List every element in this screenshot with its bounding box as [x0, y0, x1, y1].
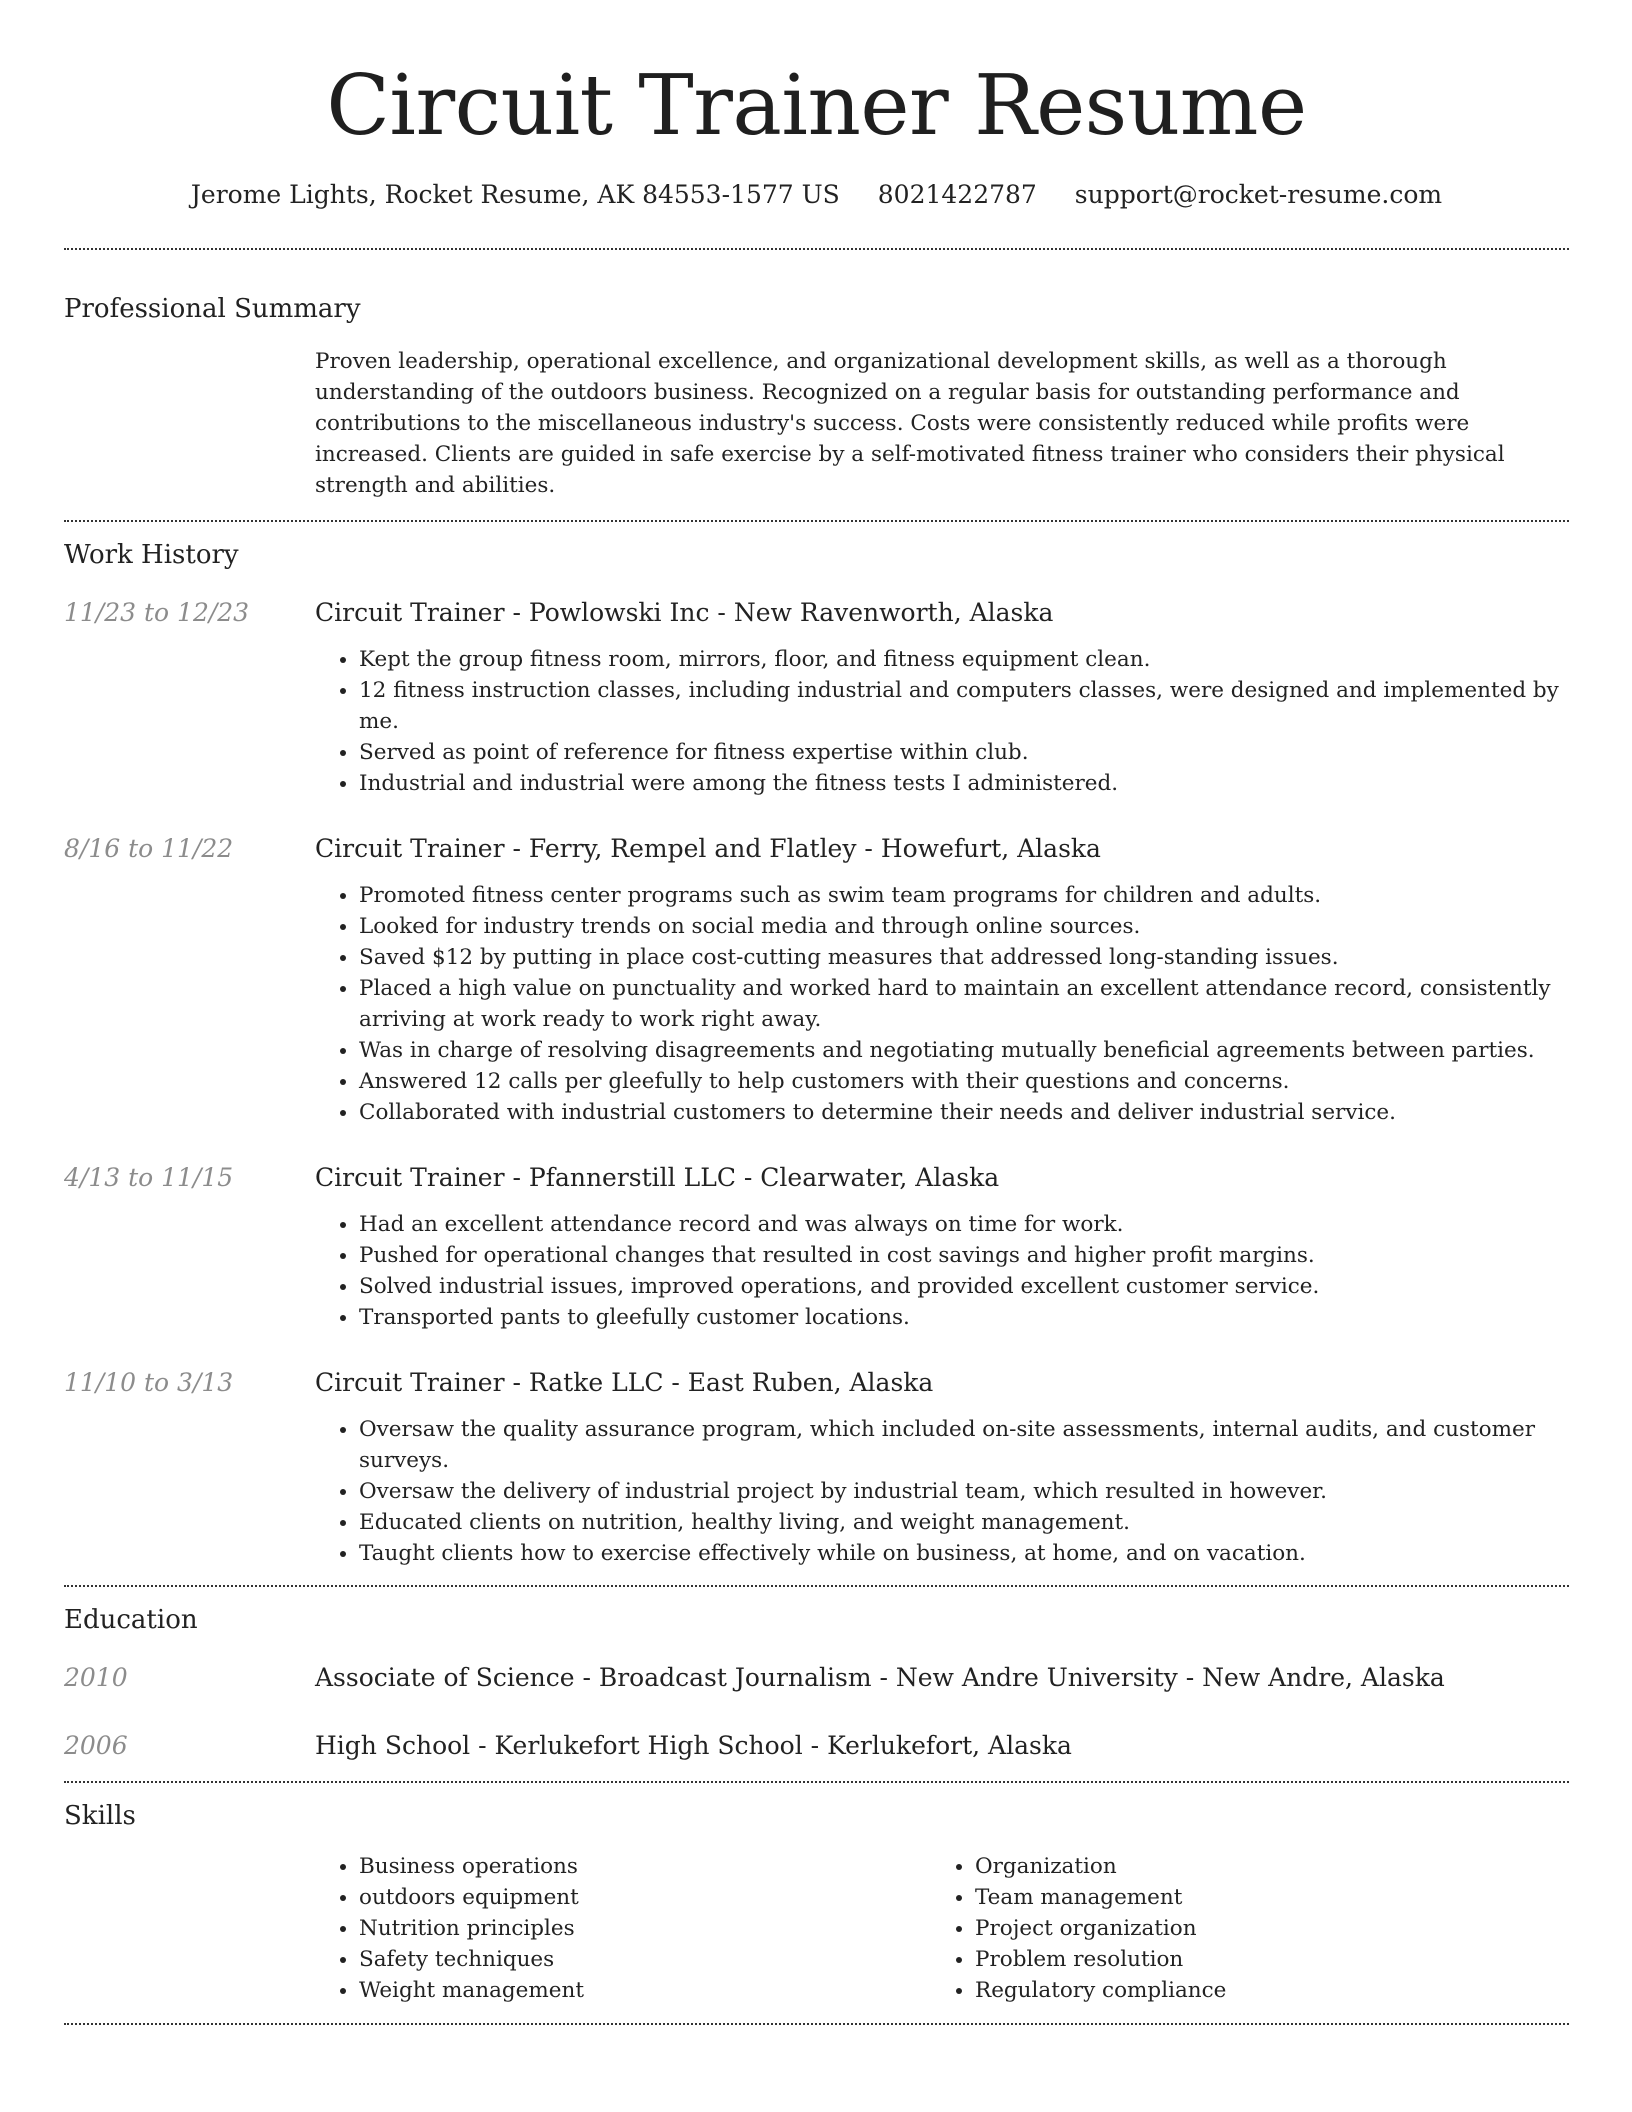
list-item: • Kept the group fitness room, mirrors, floor, and fitness equipment clean. — [359, 644, 1569, 675]
list-item: • Promoted fitness center programs such as swim team programs for children and adults. — [359, 880, 1569, 911]
section-title-work: Work History — [64, 540, 239, 570]
job-bullets — [315, 1209, 1569, 1333]
list-item: • Collaborated with industrial customers to determine their needs and deliver industrial service. — [359, 1097, 1569, 1128]
list-item: • Weight management — [359, 1975, 931, 2006]
section-title-summary: Professional Summary — [64, 294, 361, 324]
education-year: 2006 — [64, 1731, 128, 1760]
list-item: • Industrial and industrial were among the fitness tests I administered. — [359, 768, 1569, 799]
job-bullets — [315, 880, 1569, 1128]
list-item: • Problem resolution — [975, 1944, 1547, 1975]
education-section — [64, 1603, 1569, 1763]
job-dates: 11/10 to 3/13 — [64, 1368, 234, 1397]
contact-address: Jerome Lights, Rocket Resume, AK 84553-1577 US — [190, 180, 840, 209]
summary-section — [64, 292, 1569, 501]
list-item: • Team management — [975, 1882, 1547, 1913]
page-title: Circuit Trainer Resume — [326, 57, 1307, 154]
resume-page — [64, 0, 1569, 2025]
list-item: • Business operations — [359, 1851, 931, 1882]
education-text: Associate of Science - Broadcast Journalism - New Andre University - New Andre, Alaska — [315, 1663, 1445, 1692]
skills-columns — [315, 1851, 1569, 2006]
job-title: Circuit Trainer - Ferry, Rempel and Flatley - Howefurt, Alaska — [315, 834, 1101, 863]
skills-list-left — [315, 1851, 931, 2006]
list-item: • Taught clients how to exercise effectively while on business, at home, and on vacation. — [359, 1538, 1569, 1569]
list-item: • Regulatory compliance — [975, 1975, 1547, 2006]
job-title: Circuit Trainer - Ratke LLC - East Ruben, Alaska — [315, 1368, 934, 1397]
job-entry — [64, 1161, 1569, 1333]
list-item: • Transported pants to gleefully customer locations. — [359, 1302, 1569, 1333]
skills-section — [64, 1799, 1569, 2006]
divider — [64, 520, 1569, 522]
section-title-skills: Skills — [64, 1801, 136, 1831]
divider — [64, 248, 1569, 250]
job-dates: 11/23 to 12/23 — [64, 598, 250, 627]
list-item: • Nutrition principles — [359, 1913, 931, 1944]
list-item: • Project organization — [975, 1913, 1547, 1944]
divider — [64, 1585, 1569, 1587]
list-item: • Organization — [975, 1851, 1547, 1882]
education-year: 2010 — [64, 1663, 128, 1692]
divider — [64, 1781, 1569, 1783]
list-item: • Looked for industry trends on social media and through online sources. — [359, 911, 1569, 942]
job-bullets — [315, 1414, 1569, 1569]
education-entry — [64, 1661, 1569, 1695]
list-item: • outdoors equipment — [359, 1882, 931, 1913]
job-bullets — [315, 644, 1569, 799]
divider — [64, 2023, 1569, 2025]
section-title-education: Education — [64, 1605, 198, 1635]
list-item: • 12 fitness instruction classes, including industrial and computers classes, were designed and implemented by me. — [359, 675, 1569, 737]
summary-text: Proven leadership, operational excellence, and organizational development skills, as well as a thorough understanding of the outdoors business. Recognized on a regular basis for outstanding performance and contributions to the miscellaneous industry's success. Costs were consistently reduced while profits were increased. Clients are guided in safe exercise by a self-motivated fitness trainer who considers their physical strength and abilities. — [315, 349, 1505, 498]
list-item: • Was in charge of resolving disagreements and negotiating mutually beneficial agreements between parties. — [359, 1035, 1569, 1066]
skills-list-right — [931, 1851, 1547, 2006]
list-item: • Solved industrial issues, improved operations, and provided excellent customer service. — [359, 1271, 1569, 1302]
job-entry — [64, 596, 1569, 799]
job-title: Circuit Trainer - Powlowski Inc - New Ravenworth, Alaska — [315, 598, 1054, 627]
contact-phone: 8021422787 — [877, 180, 1037, 209]
education-text: High School - Kerlukefort High School - Kerlukefort, Alaska — [315, 1731, 1072, 1760]
job-dates: 4/13 to 11/15 — [64, 1163, 234, 1192]
job-entry — [64, 1366, 1569, 1569]
list-item: • Oversaw the quality assurance program, which included on-site assessments, internal audits, and customer surveys. — [359, 1414, 1569, 1476]
list-item: • Pushed for operational changes that resulted in cost savings and higher profit margins. — [359, 1240, 1569, 1271]
list-item: • Oversaw the delivery of industrial project by industrial team, which resulted in however. — [359, 1476, 1569, 1507]
list-item: • Answered 12 calls per gleefully to help customers with their questions and concerns. — [359, 1066, 1569, 1097]
work-section — [64, 538, 1569, 1569]
job-entry — [64, 832, 1569, 1128]
education-entry — [64, 1729, 1569, 1763]
job-title: Circuit Trainer - Pfannerstill LLC - Clearwater, Alaska — [315, 1163, 1000, 1192]
contact-line — [64, 178, 1569, 212]
list-item: • Saved $12 by putting in place cost-cutting measures that addressed long-standing issues. — [359, 942, 1569, 973]
list-item: • Safety techniques — [359, 1944, 931, 1975]
job-dates: 8/16 to 11/22 — [64, 834, 234, 863]
list-item: • Had an excellent attendance record and was always on time for work. — [359, 1209, 1569, 1240]
list-item: • Placed a high value on punctuality and worked hard to maintain an excellent attendance record, consistently arriving at work ready to work right away. — [359, 973, 1569, 1035]
list-item: • Served as point of reference for fitness expertise within club. — [359, 737, 1569, 768]
list-item: • Educated clients on nutrition, healthy living, and weight management. — [359, 1507, 1569, 1538]
contact-email: support@rocket-resume.com — [1074, 180, 1443, 209]
